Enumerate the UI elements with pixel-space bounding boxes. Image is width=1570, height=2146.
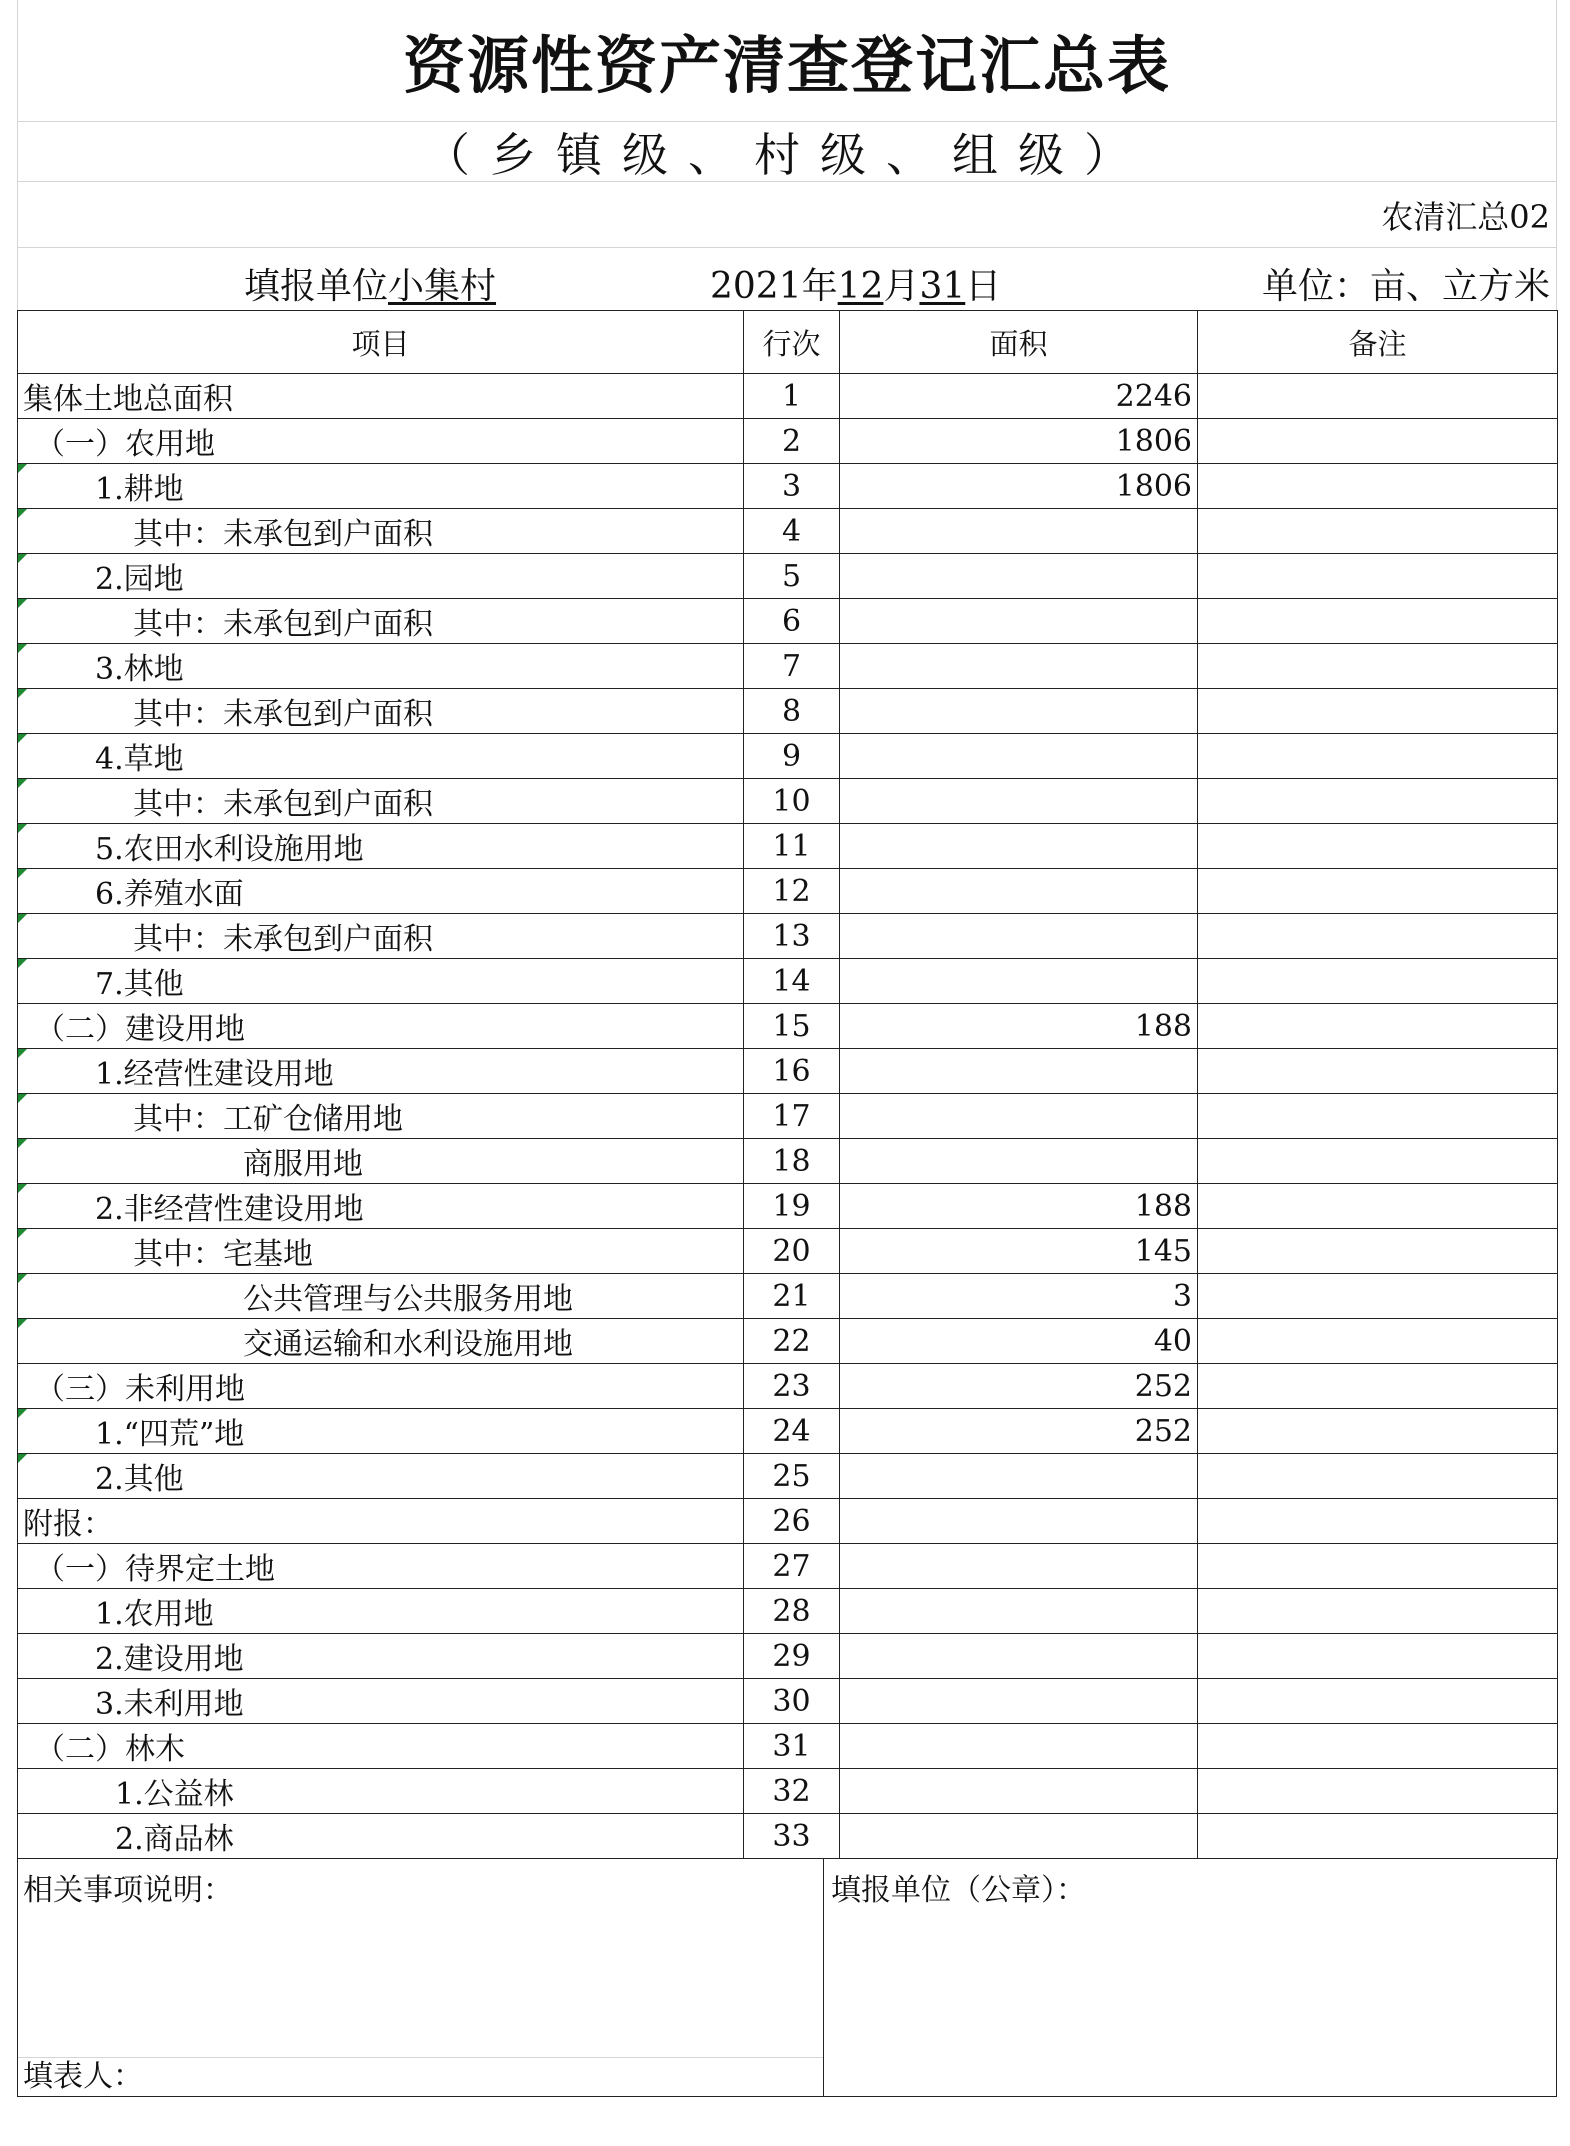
row-number-cell[interactable]: 6 xyxy=(744,599,840,644)
row-number-cell[interactable]: 2 xyxy=(744,419,840,464)
row-number-cell[interactable]: 23 xyxy=(744,1364,840,1409)
table-row xyxy=(18,1724,1558,1769)
notes-label: 相关事项说明： xyxy=(23,1873,233,1908)
table-row xyxy=(18,1274,1558,1319)
table-row xyxy=(18,734,1558,779)
row-label-cell[interactable]: 7.其他 xyxy=(18,959,744,1004)
row-number-cell[interactable]: 19 xyxy=(744,1184,840,1229)
table-row xyxy=(18,374,1558,419)
row-area-cell[interactable] xyxy=(840,689,1198,734)
table-body xyxy=(18,374,1558,1859)
row-number-cell[interactable]: 30 xyxy=(744,1679,840,1724)
row-label-cell[interactable]: 其中：未承包到户面积 xyxy=(18,689,744,734)
table-row xyxy=(18,1364,1558,1409)
table-row xyxy=(18,419,1558,464)
fill-unit-value[interactable]: 小集村 xyxy=(388,266,497,307)
row-label-cell[interactable]: 其中：工矿仓储用地 xyxy=(18,1094,744,1139)
row-label-cell[interactable]: 2.园地 xyxy=(18,554,744,599)
row-label-cell[interactable]: （三）未利用地 xyxy=(18,1364,744,1409)
row-label-cell[interactable]: 公共管理与公共服务用地 xyxy=(18,1274,744,1319)
row-remark-cell[interactable] xyxy=(1198,1139,1558,1184)
row-label-cell[interactable]: 1.经营性建设用地 xyxy=(18,1049,744,1094)
row-area-cell[interactable]: 188 xyxy=(840,1004,1198,1049)
row-label-cell[interactable]: 交通运输和水利设施用地 xyxy=(18,1319,744,1364)
row-area-cell[interactable] xyxy=(840,1499,1198,1544)
table-row xyxy=(18,1409,1558,1454)
row-area-cell[interactable] xyxy=(840,1814,1198,1859)
table-row xyxy=(18,1499,1558,1544)
row-remark-cell[interactable] xyxy=(1198,509,1558,554)
row-label-cell[interactable]: （一）农用地 xyxy=(18,419,744,464)
row-area-cell[interactable] xyxy=(840,1769,1198,1814)
row-area-cell[interactable] xyxy=(840,1049,1198,1094)
row-label-cell[interactable]: （二）建设用地 xyxy=(18,1004,744,1049)
row-number-cell[interactable]: 4 xyxy=(744,509,840,554)
notes-area[interactable] xyxy=(18,1859,824,2096)
row-number-cell[interactable]: 17 xyxy=(744,1094,840,1139)
table-row xyxy=(18,1589,1558,1634)
form-number: 农清汇总02 xyxy=(17,182,1557,248)
date-day[interactable]: 31 xyxy=(919,266,966,307)
form-title: 资源性资产清查登记汇总表 xyxy=(17,0,1557,122)
report-date xyxy=(710,258,1001,309)
row-remark-cell[interactable] xyxy=(1198,689,1558,734)
row-remark-cell[interactable] xyxy=(1198,959,1558,1004)
row-number-cell[interactable]: 8 xyxy=(744,689,840,734)
summary-table xyxy=(17,310,1558,1859)
row-number-cell[interactable]: 3 xyxy=(744,464,840,509)
table-header-row xyxy=(18,311,1558,374)
row-remark-cell[interactable] xyxy=(1198,1229,1558,1274)
row-remark-cell[interactable] xyxy=(1198,464,1558,509)
row-area-cell[interactable] xyxy=(840,869,1198,914)
table-row xyxy=(18,1679,1558,1724)
row-label-cell[interactable]: 其中：宅基地 xyxy=(18,1229,744,1274)
row-number-cell[interactable]: 25 xyxy=(744,1454,840,1499)
row-label-cell[interactable]: 其中：未承包到户面积 xyxy=(18,914,744,959)
row-number-cell[interactable]: 26 xyxy=(744,1499,840,1544)
row-label-cell[interactable]: 1.耕地 xyxy=(18,464,744,509)
row-number-cell[interactable]: 16 xyxy=(744,1049,840,1094)
row-remark-cell[interactable] xyxy=(1198,1724,1558,1769)
row-remark-cell[interactable] xyxy=(1198,1679,1558,1724)
row-label-cell[interactable]: 6.养殖水面 xyxy=(18,869,744,914)
row-area-cell[interactable]: 188 xyxy=(840,1184,1198,1229)
form-footer xyxy=(17,1859,1557,2097)
row-remark-cell[interactable] xyxy=(1198,1544,1558,1589)
row-area-cell[interactable] xyxy=(840,554,1198,599)
row-label-cell[interactable]: 3.未利用地 xyxy=(18,1679,744,1724)
table-row xyxy=(18,1184,1558,1229)
row-label-cell[interactable]: 2.非经营性建设用地 xyxy=(18,1184,744,1229)
row-number-cell[interactable]: 10 xyxy=(744,779,840,824)
row-remark-cell[interactable] xyxy=(1198,1589,1558,1634)
row-area-cell[interactable] xyxy=(840,1679,1198,1724)
row-area-cell[interactable] xyxy=(840,1589,1198,1634)
filler-row[interactable] xyxy=(18,2057,823,2096)
row-remark-cell[interactable] xyxy=(1198,599,1558,644)
table-row xyxy=(18,1139,1558,1184)
row-area-cell[interactable] xyxy=(840,1094,1198,1139)
row-remark-cell[interactable] xyxy=(1198,1004,1558,1049)
row-area-cell[interactable] xyxy=(840,599,1198,644)
row-label-cell[interactable]: 5.农田水利设施用地 xyxy=(18,824,744,869)
row-remark-cell[interactable] xyxy=(1198,1319,1558,1364)
row-area-cell[interactable] xyxy=(840,1724,1198,1769)
table-row xyxy=(18,554,1558,599)
row-number-cell[interactable]: 12 xyxy=(744,869,840,914)
filler-label: 填表人： xyxy=(23,2059,143,2094)
table-row xyxy=(18,869,1558,914)
col-header-row-no: 行次 xyxy=(744,311,840,374)
row-area-cell[interactable]: 252 xyxy=(840,1364,1198,1409)
row-remark-cell[interactable] xyxy=(1198,1184,1558,1229)
table-row xyxy=(18,959,1558,1004)
seal-label: 填报单位（公章）： xyxy=(831,1873,1086,1908)
row-remark-cell[interactable] xyxy=(1198,1499,1558,1544)
table-row xyxy=(18,1634,1558,1679)
table-row xyxy=(18,1544,1558,1589)
row-number-cell[interactable]: 29 xyxy=(744,1634,840,1679)
row-number-cell[interactable]: 7 xyxy=(744,644,840,689)
row-number-cell[interactable]: 21 xyxy=(744,1274,840,1319)
row-number-cell[interactable]: 15 xyxy=(744,1004,840,1049)
form-subtitle: （乡镇级、村级、组级） xyxy=(17,122,1557,182)
row-remark-cell[interactable] xyxy=(1198,644,1558,689)
row-remark-cell[interactable] xyxy=(1198,374,1558,419)
row-remark-cell[interactable] xyxy=(1198,734,1558,779)
row-remark-cell[interactable] xyxy=(1198,1364,1558,1409)
row-number-cell[interactable]: 28 xyxy=(744,1589,840,1634)
row-area-cell[interactable]: 2246 xyxy=(840,374,1198,419)
row-number-cell[interactable]: 20 xyxy=(744,1229,840,1274)
row-label-cell[interactable]: 其中：未承包到户面积 xyxy=(18,779,744,824)
row-number-cell[interactable]: 22 xyxy=(744,1319,840,1364)
row-area-cell[interactable]: 3 xyxy=(840,1274,1198,1319)
row-number-cell[interactable]: 32 xyxy=(744,1769,840,1814)
row-remark-cell[interactable] xyxy=(1198,869,1558,914)
row-label-cell[interactable]: 其中：未承包到户面积 xyxy=(18,509,744,554)
row-remark-cell[interactable] xyxy=(1198,1274,1558,1319)
date-month[interactable]: 12 xyxy=(837,266,884,307)
row-area-cell[interactable] xyxy=(840,644,1198,689)
row-label-cell[interactable]: 2.商品林 xyxy=(18,1814,744,1859)
row-number-cell[interactable]: 33 xyxy=(744,1814,840,1859)
row-number-cell[interactable]: 24 xyxy=(744,1409,840,1454)
row-area-cell[interactable] xyxy=(840,1634,1198,1679)
measure-unit: 单位：亩、立方米 xyxy=(1261,266,1550,307)
row-area-cell[interactable] xyxy=(840,914,1198,959)
table-row xyxy=(18,1319,1558,1364)
row-area-cell[interactable]: 145 xyxy=(840,1229,1198,1274)
row-number-cell[interactable]: 9 xyxy=(744,734,840,779)
row-label-cell[interactable]: 3.林地 xyxy=(18,644,744,689)
table-row xyxy=(18,1004,1558,1049)
row-remark-cell[interactable] xyxy=(1198,1814,1558,1859)
row-label-cell[interactable]: 集体土地总面积 xyxy=(18,374,744,419)
table-row xyxy=(18,464,1558,509)
row-area-cell[interactable] xyxy=(840,824,1198,869)
row-area-cell[interactable] xyxy=(840,959,1198,1004)
date-day-suffix: 日 xyxy=(965,266,1002,307)
fill-unit-label: 填报单位 xyxy=(244,266,389,307)
col-header-area: 面积 xyxy=(840,311,1198,374)
row-label-cell[interactable]: 其中：未承包到户面积 xyxy=(18,599,744,644)
row-remark-cell[interactable] xyxy=(1198,1454,1558,1499)
row-label-cell[interactable]: 2.其他 xyxy=(18,1454,744,1499)
row-remark-cell[interactable] xyxy=(1198,419,1558,464)
row-area-cell[interactable] xyxy=(840,509,1198,554)
row-area-cell[interactable] xyxy=(840,734,1198,779)
row-area-cell[interactable] xyxy=(840,779,1198,824)
row-remark-cell[interactable] xyxy=(1198,779,1558,824)
table-row xyxy=(18,824,1558,869)
table-row xyxy=(18,1049,1558,1094)
row-area-cell[interactable] xyxy=(840,1139,1198,1184)
date-month-suffix: 月 xyxy=(883,266,920,307)
row-number-cell[interactable]: 18 xyxy=(744,1139,840,1184)
form-sheet xyxy=(17,0,1557,2097)
row-remark-cell[interactable] xyxy=(1198,1094,1558,1139)
row-area-cell[interactable]: 40 xyxy=(840,1319,1198,1364)
table-row xyxy=(18,689,1558,734)
row-label-cell[interactable]: 商服用地 xyxy=(18,1139,744,1184)
col-header-remark: 备注 xyxy=(1198,311,1558,374)
row-remark-cell[interactable] xyxy=(1198,824,1558,869)
seal-area[interactable] xyxy=(824,1859,1556,2096)
table-row xyxy=(18,1094,1558,1139)
row-label-cell[interactable]: 1.“四荒”地 xyxy=(18,1409,744,1454)
row-area-cell[interactable]: 252 xyxy=(840,1409,1198,1454)
row-label-cell[interactable]: （二）林木 xyxy=(18,1724,744,1769)
fill-unit xyxy=(244,258,496,309)
table-row xyxy=(18,779,1558,824)
date-year: 2021年 xyxy=(710,266,838,307)
row-label-cell[interactable]: 2.建设用地 xyxy=(18,1634,744,1679)
row-area-cell[interactable] xyxy=(840,1454,1198,1499)
row-remark-cell[interactable] xyxy=(1198,554,1558,599)
row-number-cell[interactable]: 5 xyxy=(744,554,840,599)
row-area-cell[interactable]: 1806 xyxy=(840,419,1198,464)
table-row xyxy=(18,1769,1558,1814)
table-row xyxy=(18,914,1558,959)
table-row xyxy=(18,644,1558,689)
row-remark-cell[interactable] xyxy=(1198,1049,1558,1094)
row-area-cell[interactable] xyxy=(840,1544,1198,1589)
row-remark-cell[interactable] xyxy=(1198,1409,1558,1454)
table-row xyxy=(18,1229,1558,1274)
row-area-cell[interactable]: 1806 xyxy=(840,464,1198,509)
row-remark-cell[interactable] xyxy=(1198,1769,1558,1814)
row-label-cell[interactable]: 4.草地 xyxy=(18,734,744,779)
table-row xyxy=(18,1454,1558,1499)
row-remark-cell[interactable] xyxy=(1198,1634,1558,1679)
table-row xyxy=(18,1814,1558,1859)
table-row xyxy=(18,509,1558,554)
row-label-cell[interactable]: 附报： xyxy=(18,1499,744,1544)
table-row xyxy=(18,599,1558,644)
row-remark-cell[interactable] xyxy=(1198,914,1558,959)
row-label-cell[interactable]: （一）待界定土地 xyxy=(18,1544,744,1589)
row-label-cell[interactable]: 1.公益林 xyxy=(18,1769,744,1814)
row-number-cell[interactable]: 27 xyxy=(744,1544,840,1589)
row-number-cell[interactable]: 11 xyxy=(744,824,840,869)
col-header-item: 项目 xyxy=(18,311,744,374)
row-number-cell[interactable]: 1 xyxy=(744,374,840,419)
row-number-cell[interactable]: 13 xyxy=(744,914,840,959)
row-number-cell[interactable]: 31 xyxy=(744,1724,840,1769)
form-meta-row xyxy=(17,248,1557,310)
row-number-cell[interactable]: 14 xyxy=(744,959,840,1004)
row-label-cell[interactable]: 1.农用地 xyxy=(18,1589,744,1634)
